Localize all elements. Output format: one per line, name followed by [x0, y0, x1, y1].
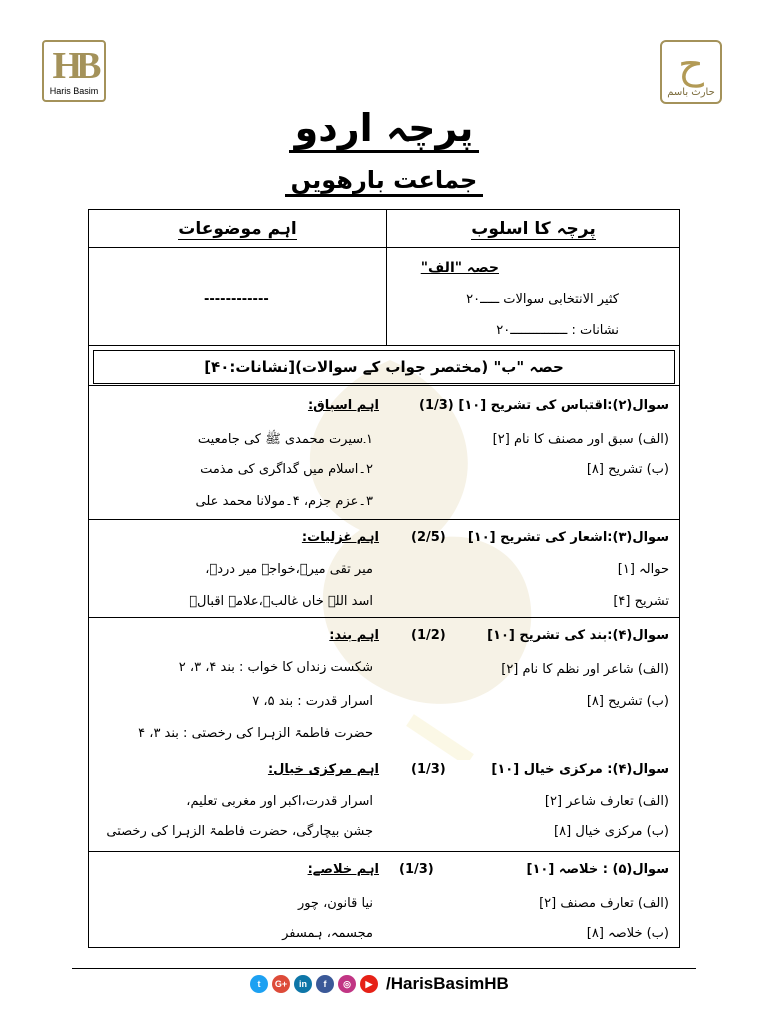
- q2-topic-3: ۳۔عزم جزم، ۴۔مولانا محمد علی: [195, 494, 373, 509]
- row-divider: [89, 247, 679, 248]
- facebook-icon[interactable]: f: [316, 975, 334, 993]
- social-links: [250, 974, 509, 994]
- logo-letters: HB: [52, 45, 96, 87]
- twitter-icon[interactable]: t: [250, 975, 268, 993]
- q4-topic-1: شکست زنداں کا خواب : بند ۴، ۳، ۲: [178, 660, 373, 675]
- google-plus-icon[interactable]: G+: [272, 975, 290, 993]
- urdu-logo-caption: حارث باسم: [667, 87, 715, 98]
- row-divider: [89, 385, 679, 386]
- q4b-line-1: (الف) تعارف شاعر [۲]: [544, 794, 669, 809]
- header-paper-style: پرچہ کا اسلوب: [471, 219, 596, 239]
- q3-title: سوال(۳):اشعار کی تشریح [۱۰]: [467, 530, 669, 545]
- q5-topic-1: نیا قانون، چور: [297, 896, 373, 911]
- q4-topic-3: حضرت فاطمۃ الزہرا کی رخصتی : بند ۳، ۴: [138, 726, 373, 741]
- logo-caption: Haris Basim: [49, 86, 99, 96]
- q2-title: سوال(۲):اقتباس کی تشریح [۱۰]: [458, 398, 669, 413]
- q2-line-1: (الف) سبق اور مصنف کا نام [۲]: [492, 432, 669, 447]
- q5-topic-2: مجسمہ، ہمسفر: [282, 926, 373, 941]
- q4-line-1: (الف) شاعر اور نظم کا نام [۲]: [501, 662, 669, 677]
- q4b-line-2: (ب) مرکزی خیال [۸]: [554, 824, 669, 839]
- q4-topic-2: اسرار قدرت : بند ۵، ۷: [252, 694, 373, 709]
- section-alif-marks: نشانات : ـــــــــــــــ۲۰: [496, 323, 619, 338]
- urdu-logo: [660, 40, 722, 104]
- section-b-banner: حصہ "ب" (مختصر جواب کے سوالات)[نشانات:۴۰]: [93, 350, 675, 384]
- row-divider: [89, 617, 679, 618]
- q2-ratio: (1/3): [419, 398, 454, 413]
- logo-glyph: ح: [678, 42, 704, 88]
- q3-topic-2: اسد اللہ خاں غالبؔ،علامہ اقبالؔ: [189, 594, 373, 609]
- q4b-topic-2: جشن بیچارگی، حضرت فاطمۃ الزہرا کی رخصتی: [106, 824, 373, 839]
- youtube-icon[interactable]: ▶: [360, 975, 378, 993]
- row-divider: [89, 345, 679, 346]
- social-handle[interactable]: /HarisBasimHB: [386, 974, 509, 993]
- q4-topics-heading: اہم بند:: [329, 628, 379, 643]
- q4-title: سوال(۴):بند کی تشریح [۱۰]: [487, 628, 669, 643]
- row-divider: [89, 519, 679, 520]
- section-alif-mcq: کثیر الانتخابی سوالات ـــــ۲۰: [466, 292, 619, 307]
- q5-line-1: (الف) تعارف مصنف [۲]: [539, 896, 669, 911]
- q4b-topic-1: اسرار قدرت،اکبر اور مغربی تعلیم،: [186, 794, 373, 809]
- q3-line-1: حوالہ [۱]: [617, 562, 669, 577]
- page-subtitle: جماعت بارھویں: [0, 166, 768, 194]
- q5-topics-heading: اہم خلاصے:: [307, 862, 379, 877]
- q2-topics-heading: اہم اسباق:: [307, 398, 379, 413]
- q2-topic-2: ۲۔اسلام میں گداگری کی مذمت: [200, 462, 373, 477]
- row-divider: [89, 851, 679, 852]
- q5-title: سوال(۵) : خلاصہ [۱۰]: [526, 862, 669, 877]
- section-alif-topics: ------------: [204, 292, 269, 307]
- q2-topic-1: ۱۔سیرت محمدی ﷺ کی جامعیت: [197, 432, 373, 447]
- q2-line-2: (ب) تشریح [۸]: [586, 462, 669, 477]
- q4-line-2: (ب) تشریح [۸]: [586, 694, 669, 709]
- haris-basim-logo: [42, 40, 106, 102]
- q3-topics-heading: اہم غزلیات:: [301, 530, 379, 545]
- q5-ratio: (1/3): [399, 862, 434, 877]
- q4b-topics-heading: اہم مرکزی خیال:: [267, 762, 379, 777]
- footer-divider: [72, 968, 696, 969]
- paper-pattern-table: [88, 209, 680, 948]
- page-title: پرچہ اردو: [0, 106, 768, 150]
- q3-ratio: (2/5): [411, 530, 446, 545]
- section-alif-heading: حصہ "الف": [420, 260, 499, 276]
- q4-ratio: (1/2): [411, 628, 446, 643]
- instagram-icon[interactable]: ◎: [338, 975, 356, 993]
- header-important-topics: اہم موضوعات: [178, 219, 297, 239]
- q5-line-2: (ب) خلاصہ [۸]: [586, 926, 669, 941]
- q4b-ratio: (1/3): [411, 762, 446, 777]
- q4b-title: سوال(۴): مرکزی خیال [۱۰]: [491, 762, 669, 777]
- q3-line-2: تشریح [۴]: [613, 594, 669, 609]
- linkedin-icon[interactable]: in: [294, 975, 312, 993]
- q3-topic-1: میر تقی میرؔ،خواجہ میر دردؔ،: [205, 562, 373, 577]
